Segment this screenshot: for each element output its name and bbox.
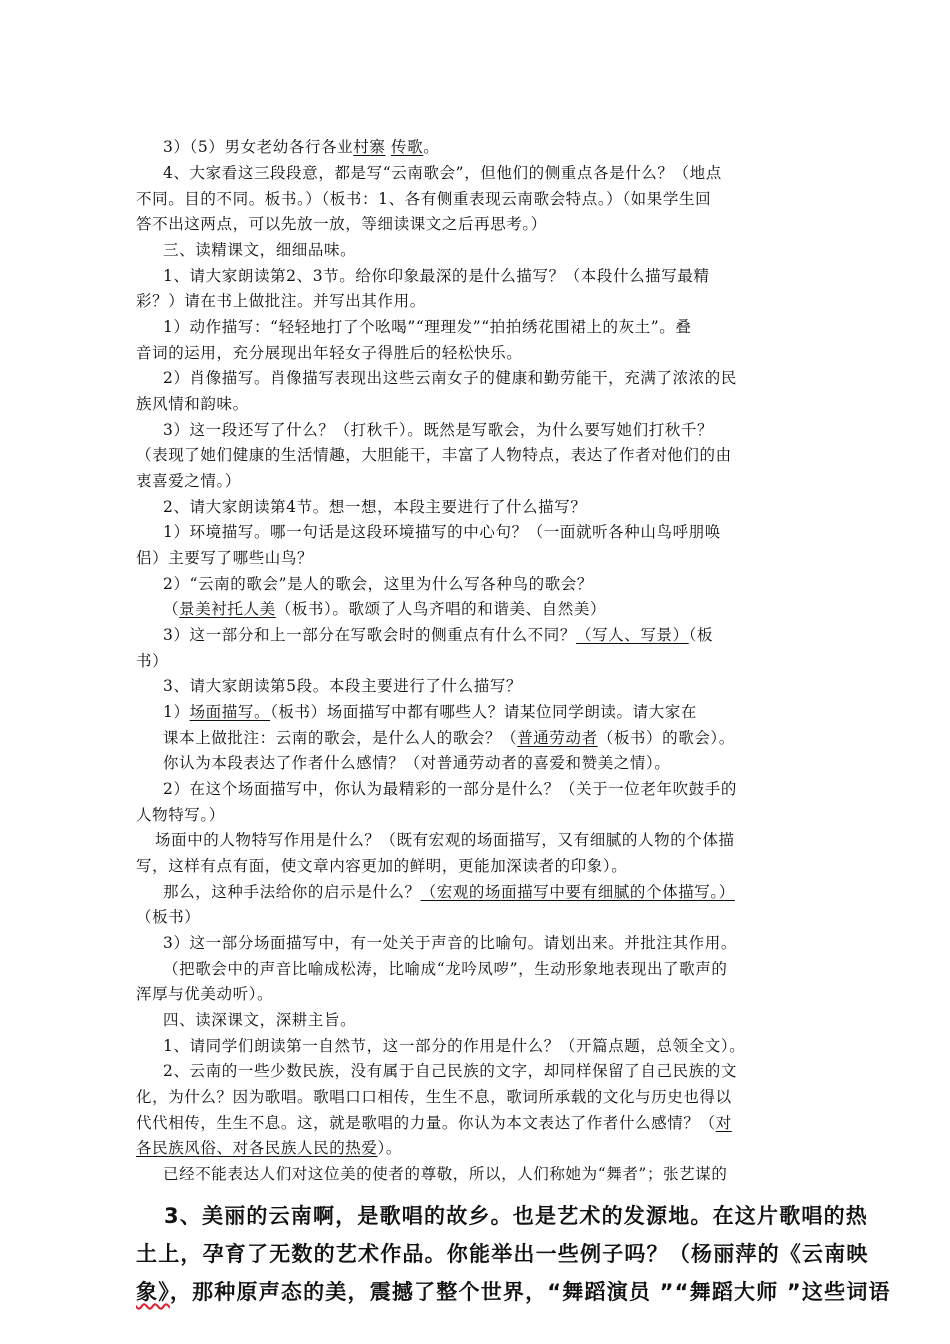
text-line: 场面中的人物特写作用是什么？（既有宏观的场面描写，又有细腻的人物的个体描 (155, 831, 735, 849)
text-line: 各民族风俗、对各民族人民的热爱）。 (136, 1139, 402, 1157)
text-line: 那么，这种手法给你的启示是什么？（宏观的场面描写中要有细腻的个体描写。） (163, 883, 735, 901)
text-line: 音词的运用，充分展现出年轻女子得胜后的轻松快乐。 (136, 344, 523, 362)
text-line: 答不出这两点，可以先放一放，等细读课文之后再思考。） (136, 215, 547, 233)
text-line: 4、大家看这三段段意，都是写“云南歌会”，但他们的侧重点各是什么？（地点 (163, 164, 722, 182)
text-line: 浑厚与优美动听）。 (136, 985, 274, 1003)
text-line: 1）环境描写。哪一句话是这段环境描写的中心句？（一面就听各种山鸟呼朋唤 (163, 523, 721, 541)
text-line: 已经不能表达人们对这位美的使者的尊敬，所以，人们称她为“舞者”；张艺谋的 (163, 1165, 728, 1183)
large-text-line: 3、美丽的云南啊，是歌唱的故乡。也是艺术的发源地。在这片歌唱的热 (164, 1204, 869, 1228)
text-line: 代代相传，生生不息。这，就是歌唱的力量。你认为本文表达了作者什么感情？（对 (136, 1114, 732, 1132)
text-line: 3、请大家朗读第5段。本段主要进行了什么描写？ (163, 677, 523, 695)
large-text-line: 土上，孕育了无数的艺术作品。你能举出一些例子吗？（杨丽萍的《云南映 (136, 1242, 869, 1266)
text-line: 1）场面描写。（板书）场面描写中都有哪些人？请某位同学朗读。请大家在 (163, 703, 698, 721)
text-line: 化，为什么？因为歌唱。歌唱口口相传，生生不息，歌词所承载的文化与历史也得以 (136, 1088, 732, 1106)
text-line: 族风情和韵味。 (136, 395, 249, 413)
text-line: （板书） (136, 908, 201, 926)
text-line: 3）这一部分场面描写中，有一处关于声音的比喻句。请划出来。并批注其作用。 (163, 934, 737, 952)
text-line: 2）“云南的歌会”是人的歌会，这里为什么写各种鸟的歌会？ (163, 575, 594, 593)
text-line: 侣）主要写了哪些山鸟？ (136, 549, 314, 567)
text-line: （把歌会中的声音比喻成松涛，比喻成“龙吟凤哕”，生动形象地表现出了歌声的 (163, 960, 728, 978)
text-line: 3）（5）男女老幼各行各业村寨 传歌。 (163, 138, 440, 156)
text-line: 彩？）请在书上做批注。并写出其作用。 (136, 292, 426, 310)
text-line: 1、请大家朗读第2、3节。给你印象最深的是什么描写？（本段什么描写最精 (163, 267, 710, 285)
text-line: （表现了她们健康的生活情趣，大胆能干，丰富了人物特点，表达了作者对他们的由 (136, 446, 732, 464)
section-heading: 三、读精课文，细细品味。 (163, 241, 357, 259)
text-line: 1、请同学们朗读第一自然节，这一部分的作用是什么？（开篇点题，总领全文）。 (163, 1037, 746, 1055)
large-text-line: 象》，那种原声态的美，震撼了整个世界，“舞蹈演员 ”“舞蹈大师 ”这些词语 (136, 1280, 891, 1304)
text-line: （景美衬托人美（板书）。歌颂了人鸟齐唱的和谐美、自然美） (163, 600, 607, 618)
text-line: 课本上做批注：云南的歌会，是什么人的歌会？（普通劳动者（板书）的歌会）。 (163, 729, 735, 747)
text-line: 写，这样有点有面，使文章内容更加的鲜明，更能加深读者的印象）。 (136, 857, 628, 875)
section-heading: 四、读深课文，深耕主旨。 (163, 1011, 357, 1029)
text-line: 3）这一部分和上一部分在写歌会时的侧重点有什么不同？（写人、写景）（板 (163, 626, 714, 644)
text-line: 3）这一段还写了什么？（打秋千）。既然是写歌会，为什么要写她们打秋千？ (163, 421, 714, 439)
text-line: 1）动作描写：“轻轻地打了个吆喝”“理理发”“拍拍绣花围裙上的灰土”。叠 (163, 318, 692, 336)
text-line: 不同。目的不同。板书。）（板书：1、各有侧重表现云南歌会特点。）（如果学生回 (136, 190, 712, 208)
text-line: 你认为本段表达了作者什么感情？（对普通劳动者的喜爱和赞美之情）。 (163, 754, 671, 772)
text-line: 2）肖像描写。肖像描写表现出这些云南女子的健康和勤劳能干，充满了浓浓的民 (163, 369, 737, 387)
text-line: 2）在这个场面描写中，你认为最精彩的一部分是什么？（关于一位老年吹鼓手的 (163, 780, 737, 798)
text-line: 2、云南的一些少数民族，没有属于自己民族的文字，却同样保留了自己民族的文 (163, 1062, 737, 1080)
text-line: 衷喜爱之情。） (136, 472, 241, 490)
text-line: 人物特写。） (136, 806, 225, 824)
text-line: 2、请大家朗读第4节。想一想，本段主要进行了什么描写？ (163, 498, 587, 516)
text-line: 书） (136, 652, 169, 670)
